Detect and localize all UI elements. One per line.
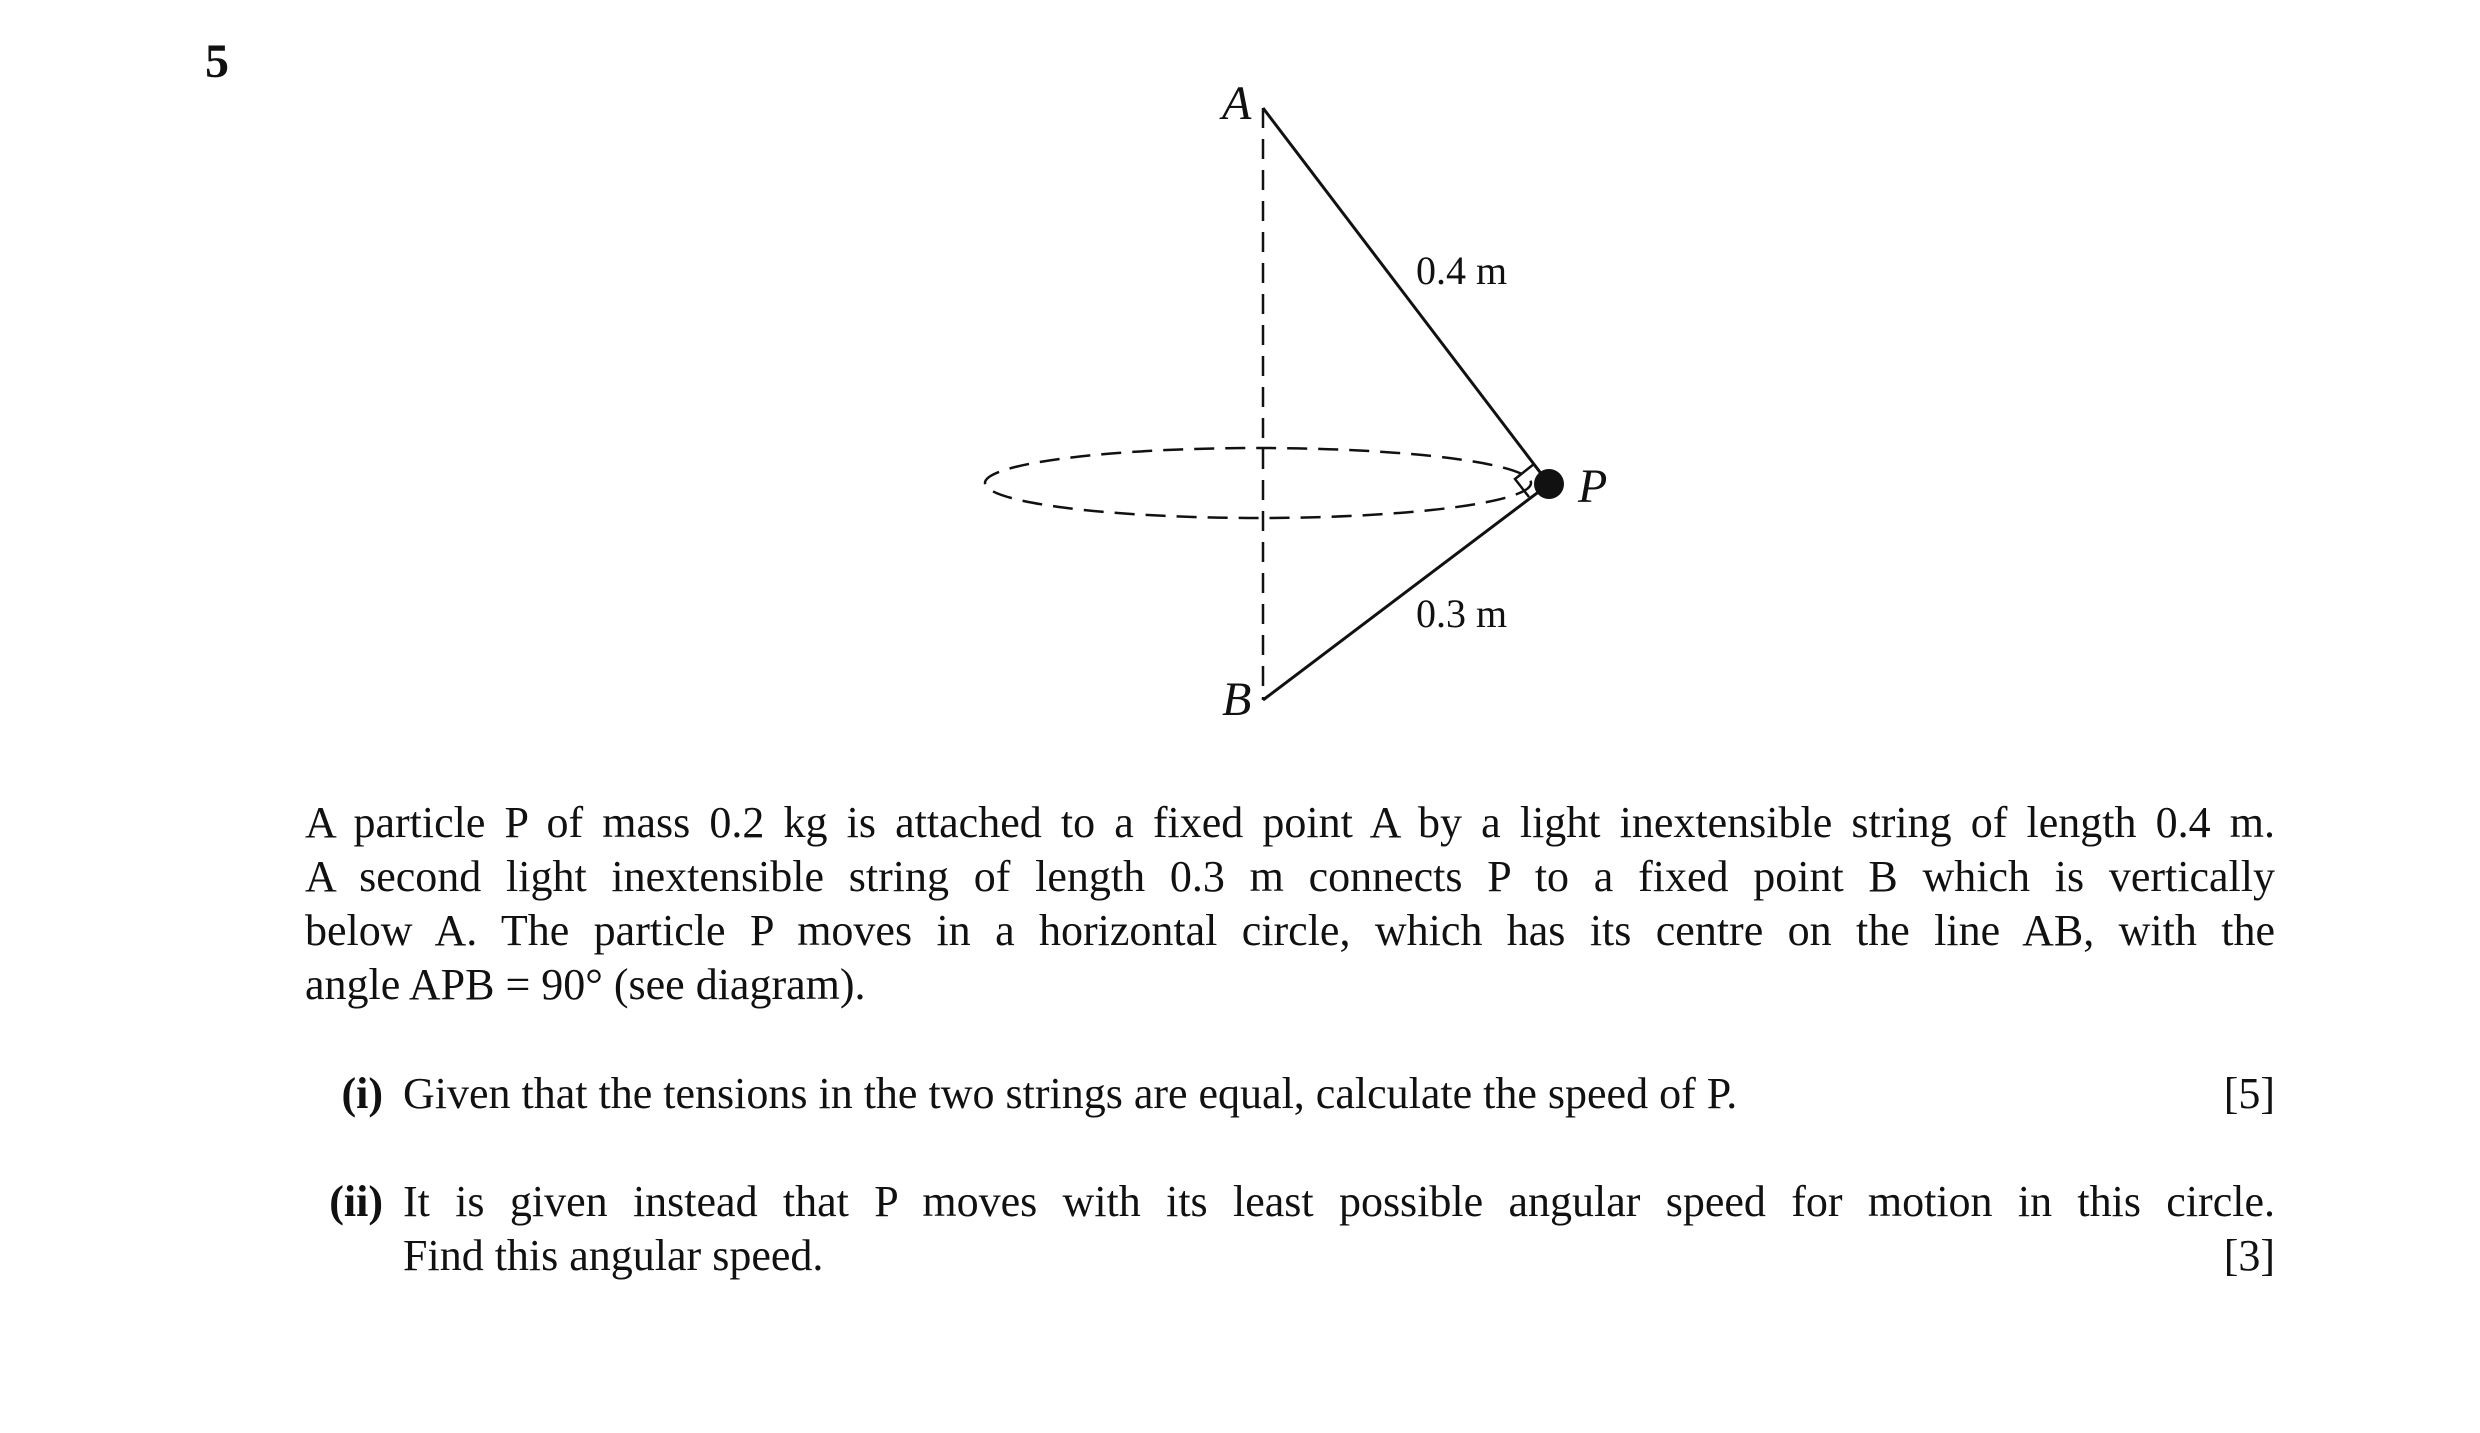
label-p: P	[1578, 460, 1608, 513]
label-a: A	[1222, 77, 1252, 130]
particle-p	[1534, 469, 1564, 499]
stem-line-4: angle APB = 90° (see diagram).	[305, 960, 866, 1009]
stem-line-2: A second light inextensible string of length 0.3 m connects P to a fixed point B which is vertically	[305, 852, 2275, 901]
length-ap-label: 0.4 m	[1416, 248, 1508, 293]
right-angle-marker	[1515, 464, 1534, 497]
horizontal-circle	[985, 448, 1531, 518]
label-b: B	[1222, 673, 1252, 726]
part-ii-marks: [3]	[2223, 1231, 2275, 1280]
stem-line-3: below A. The particle P moves in a horizontal circle, which has its centre on the line AB, with the	[305, 906, 2275, 955]
question-stem	[305, 796, 2275, 1012]
string-ap	[1263, 108, 1549, 484]
part-ii-text-line-1: It is given instead that P moves with its least possible angular speed for motion in this circle.	[403, 1177, 2275, 1226]
part-i-label: (i)	[341, 1069, 383, 1118]
part-i-marks: [5]	[2223, 1069, 2275, 1118]
part-ii-label: (ii)	[329, 1177, 383, 1226]
part-ii-text-line-2: Find this angular speed.	[403, 1231, 824, 1280]
part-i-text: Given that the tensions in the two strings are equal, calculate the speed of P.	[403, 1069, 1738, 1118]
length-bp-label: 0.3 m	[1416, 591, 1508, 636]
stem-line-1: A particle P of mass 0.2 kg is attached to a fixed point A by a light inextensible string of length 0.4 m.	[305, 798, 2275, 847]
question-number: 5	[205, 35, 229, 88]
